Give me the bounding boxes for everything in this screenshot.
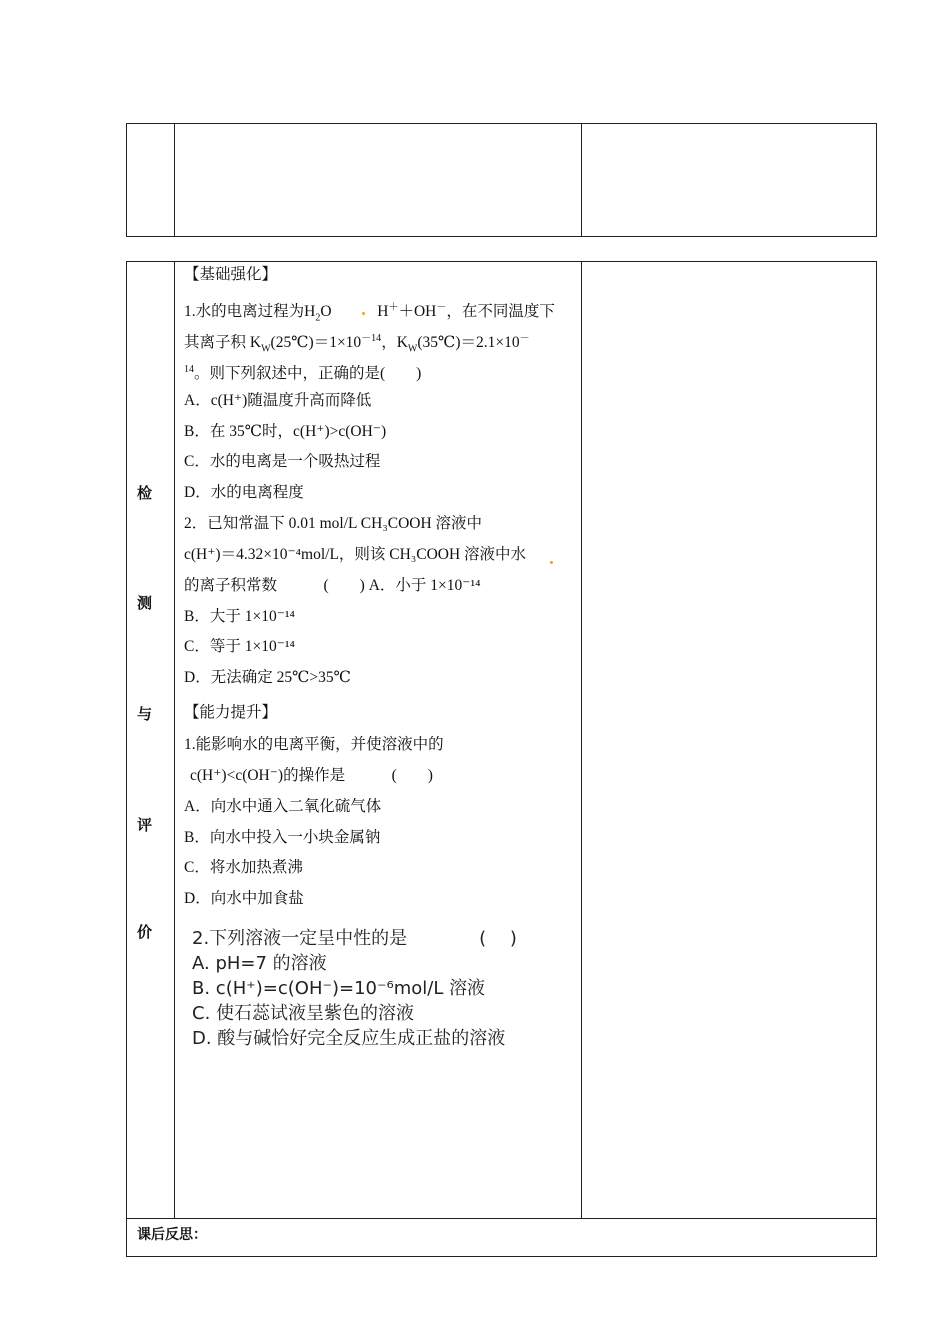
side-label-char: 评: [137, 816, 153, 834]
a1-option-c: C．将水加热煮沸: [184, 859, 303, 876]
q2-line2: c(H⁺)＝4.32×10⁻⁴mol/L，则该 CH₃COOH 溶液中水: [184, 546, 527, 563]
q2-line1: 2．已知常温下 0.01 mol/L CH₃COOH 溶液中: [184, 515, 483, 532]
footer-reflection-label: 课后反思：: [137, 1227, 207, 1243]
q1-option-a: A．c(H⁺)随温度升高而降低: [184, 392, 372, 409]
side-label-char: 与: [137, 705, 153, 723]
a1-option-a: A．向水中通入二氧化硫气体: [184, 798, 382, 815]
q1-line2: 其离子积 $K_W(25℃)=1\times 10^{-14}$，$K_W(35℃)=2.1\times 10^-$: [184, 333, 530, 355]
side-label-char: 价: [137, 923, 153, 941]
a2-option-c: C. 使石蕊试液呈紫色的溶液: [192, 1003, 415, 1024]
a1-line1: 1.能影响水的电离平衡，并使溶液中的: [184, 736, 444, 753]
section-title-basic: 【基础强化】: [184, 266, 278, 283]
a1-option-b: B．向水中投入一小块金属钠: [184, 829, 381, 846]
side-label-char: 测: [137, 594, 153, 612]
decor-dot: [362, 312, 365, 315]
a2-option-b: B. c(H⁺)=c(OH⁻)=10⁻⁶mol/L 溶液: [192, 978, 486, 999]
top-table: [126, 123, 877, 237]
a1-option-d: D．向水中加食盐: [184, 890, 304, 907]
q1-line3: $^{14}$。则下列叙述中，正确的是( ): [184, 364, 422, 383]
a2-option-d: D. 酸与碱恰好完全反应生成正盐的溶液: [192, 1028, 506, 1049]
decor-dot: [550, 561, 553, 564]
q2-option-b: B．大于 1×10⁻¹⁴: [184, 608, 295, 625]
q2-line3: 的离子积常数 ( ) A．小于 1×10⁻¹⁴: [184, 577, 481, 594]
q2-option-d: D．无法确定 25℃>35℃: [184, 669, 351, 686]
a1-line2: c(H⁺)<c(OH⁻)的操作是 ( ): [190, 767, 433, 784]
a2-option-a: A. pH=7 的溶液: [192, 953, 327, 974]
a2-line1: 2.下列溶液一定呈中性的是 ( ): [192, 928, 517, 949]
side-label-char: 检: [137, 484, 153, 502]
section-title-ability: 【能力提升】: [184, 704, 278, 721]
q1-option-c: C．水的电离是一个吸热过程: [184, 453, 381, 470]
q2-option-c: C．等于 1×10⁻¹⁴: [184, 638, 295, 655]
q1-line1: 1.水的电离过程为$H_2O$ H＋＋OH－，在不同温度下: [184, 302, 555, 324]
q1-option-b: B．在 35℃时，c(H⁺)>c(OH⁻): [184, 423, 387, 440]
q1-option-d: D．水的电离程度: [184, 484, 304, 501]
